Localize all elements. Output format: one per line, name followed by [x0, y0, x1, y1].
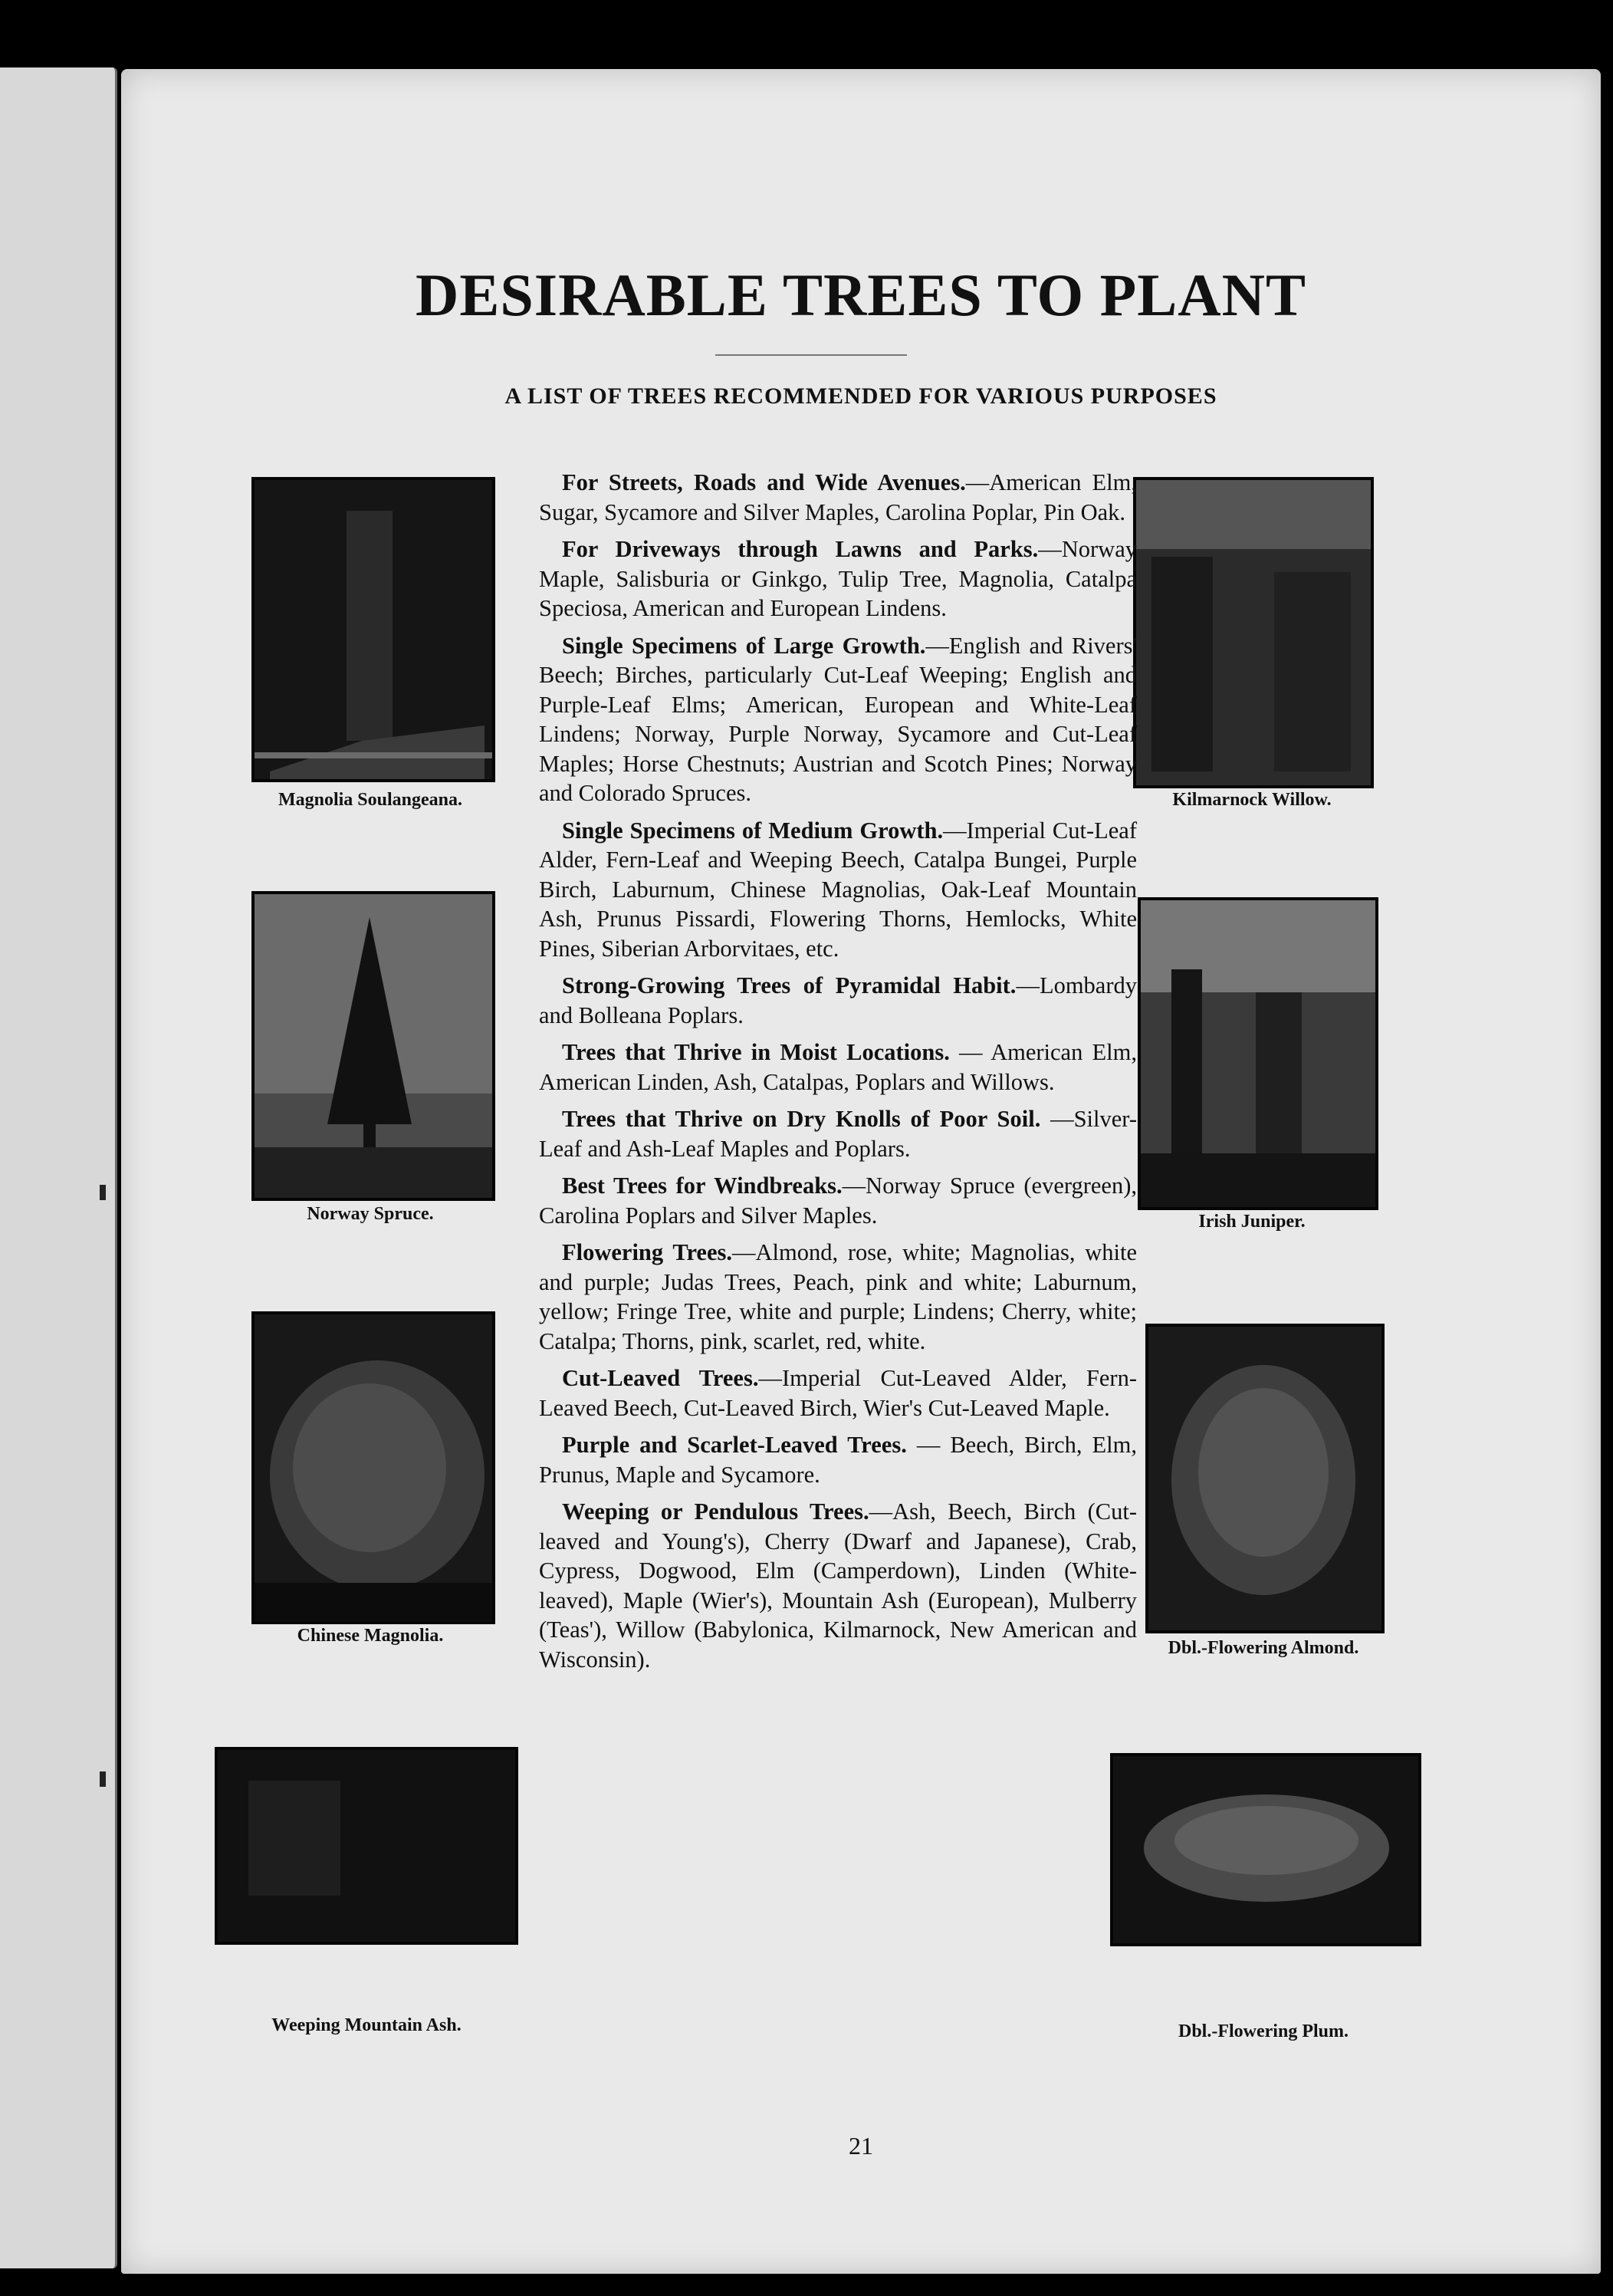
section-text: —Lombardy and Bolleana Poplars.	[539, 972, 1137, 1028]
section-text: —Imperial Cut-Leaf Alder, Fern-Leaf and Weeping Beech, Catalpa Bungei, Purple Birch, Laburnum, Chinese Magnolias, Oak-Leaf Mountain Ash, Prunus Pissardi, Flowering Thorns, Hemlocks, White Pines, Siberian Arborvitaes, etc.	[539, 817, 1137, 962]
section-heading: For Streets, Roads and Wide Avenues.	[562, 469, 966, 495]
dbl-flowering-almond-photo	[1145, 1324, 1385, 1633]
section-moist	[539, 1038, 1137, 1097]
page-title: DESIRABLE TREES TO PLANT	[416, 262, 1306, 328]
section-pyramidal	[539, 971, 1137, 1030]
norway-spruce-photo	[251, 891, 495, 1201]
section-text: —English and Rivers' Beech; Birches, particularly Cut-Leaf Weeping; English and Purple-Leaf Elms; American, European and White-Leaf Lindens; Norway, Purple Norway, Sycamore and Cut-Leaf Maples; Horse Chestnuts; Austrian and Scotch Pines; Norway and Colorado Spruces.	[539, 632, 1137, 806]
section-text: —Almond, rose, white; Magnolias, white and purple; Judas Trees, Peach, pink and white; Laburnum, yellow; Fringe Tree, white and purple; Lindens; Cherry, white; Catalpa; Thorns, pink, scarlet, red, white.	[539, 1239, 1137, 1354]
catalog-page	[121, 69, 1601, 2274]
weeping-mountain-ash-photo	[215, 1747, 518, 1945]
kilmarnock-willow-photo	[1133, 477, 1374, 788]
magnolia-soulangeana-photo	[251, 477, 495, 782]
section-heading: Strong-Growing Trees of Pyramidal Habit.	[562, 972, 1017, 998]
dbl-flowering-almond-caption: Dbl.-Flowering Almond.	[1168, 1638, 1359, 1658]
section-purple-scarlet	[539, 1430, 1137, 1489]
section-heading: Trees that Thrive on Dry Knolls of Poor Soil.	[562, 1106, 1041, 1132]
section-heading: Weeping or Pendulous Trees.	[562, 1498, 869, 1525]
page-subtitle: A LIST OF TREES RECOMMENDED FOR VARIOUS PURPOSES	[504, 383, 1217, 409]
binding-mark	[100, 1185, 106, 1200]
section-cut-leaved	[539, 1363, 1137, 1423]
section-text: — American Elm, American Linden, Ash, Catalpas, Poplars and Willows.	[539, 1039, 1137, 1095]
section-heading: Purple and Scarlet-Leaved Trees.	[562, 1432, 907, 1458]
section-text: —Ash, Beech, Birch (Cut-leaved and Young's), Cherry (Dwarf and Japanese), Crab, Cypress, Dogwood, Elm (Camperdown), Linden (White-leaved), Maple (Wier's), Mountain Ash (European), Mulberry (Teas'), Willow (Babylonica, Kilmarnock, New American and Wisconsin).	[539, 1498, 1137, 1673]
section-text: —Norway Spruce (evergreen), Carolina Poplars and Silver Maples.	[539, 1173, 1137, 1229]
weeping-mountain-ash-caption: Weeping Mountain Ash.	[271, 2015, 462, 2035]
magnolia-soulangeana-caption: Magnolia Soulangeana.	[278, 790, 463, 810]
section-dry-knolls	[539, 1104, 1137, 1163]
norway-spruce-caption: Norway Spruce.	[307, 1204, 434, 1224]
section-heading: For Driveways through Lawns and Parks.	[562, 536, 1039, 562]
section-windbreaks	[539, 1171, 1137, 1230]
chinese-magnolia-photo	[251, 1311, 495, 1624]
kilmarnock-willow-caption: Kilmarnock Willow.	[1172, 790, 1332, 810]
section-heading: Single Specimens of Medium Growth.	[562, 817, 944, 844]
dbl-flowering-plum-caption: Dbl.-Flowering Plum.	[1178, 2021, 1349, 2041]
section-heading: Flowering Trees.	[562, 1239, 732, 1265]
section-flowering	[539, 1238, 1137, 1356]
section-heading: Cut-Leaved Trees.	[562, 1365, 759, 1391]
section-driveways	[539, 535, 1137, 623]
irish-juniper-photo	[1138, 897, 1378, 1210]
section-medium-growth	[539, 816, 1137, 964]
facing-page-edge	[0, 67, 117, 2268]
section-text: —Imperial Cut-Leaved Alder, Fern-Leaved Beech, Cut-Leaved Birch, Wier's Cut-Leaved Maple.	[539, 1365, 1137, 1421]
section-text: —American Elm, Sugar, Sycamore and Silver Maples, Carolina Poplar, Pin Oak.	[539, 469, 1137, 525]
section-text: —Norway Maple, Salisburia or Ginkgo, Tulip Tree, Magnolia, Catalpa Speciosa, American and European Lindens.	[539, 536, 1137, 621]
section-weeping	[539, 1497, 1137, 1674]
page-number: 21	[849, 2132, 873, 2159]
section-heading: Single Specimens of Large Growth.	[562, 632, 926, 659]
section-heading: Trees that Thrive in Moist Locations.	[562, 1039, 950, 1065]
section-streets	[539, 468, 1137, 527]
title-divider	[715, 354, 907, 356]
irish-juniper-caption: Irish Juniper.	[1198, 1212, 1306, 1232]
recommendation-list	[539, 468, 1137, 1682]
section-text: —Silver-Leaf and Ash-Leaf Maples and Poplars.	[539, 1106, 1137, 1162]
section-heading: Best Trees for Windbreaks.	[562, 1173, 843, 1199]
section-large-growth	[539, 631, 1137, 808]
section-text: — Beech, Birch, Elm, Prunus, Maple and Sycamore.	[539, 1432, 1137, 1488]
binding-mark	[100, 1771, 106, 1787]
chinese-magnolia-caption: Chinese Magnolia.	[297, 1626, 444, 1646]
dbl-flowering-plum-photo	[1110, 1753, 1421, 1946]
